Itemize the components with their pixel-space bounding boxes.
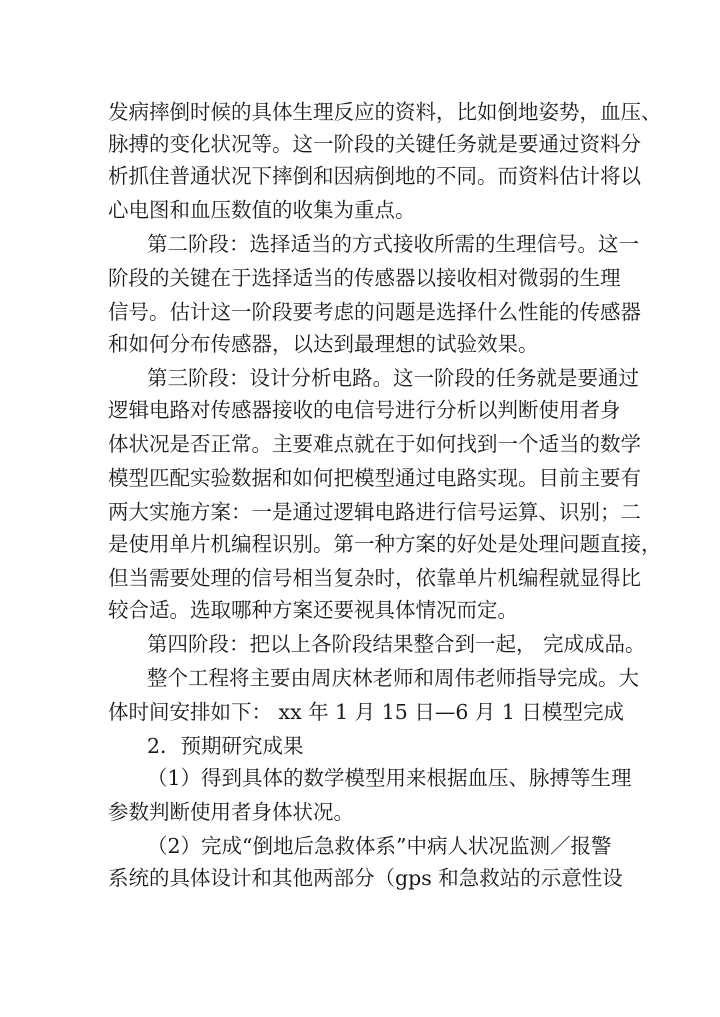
text-line: 体状况是否正常。主要难点就在于如何找到一个适当的数学	[108, 432, 641, 456]
text-line: 参数判断使用者身体状况。	[108, 800, 354, 824]
text-line: 析抓住普通状况下摔倒和因病倒地的不同。而资料估计将以	[108, 164, 641, 188]
text-line: 逻辑电路对传感器接收的电信号进行分析以判断使用者身	[108, 398, 621, 422]
text-line: 两大实施方案：一是通过逻辑电路进行信号运算、识别；二	[108, 500, 641, 524]
text-line: 信号。估计这一阶段要考虑的问题是选择什么性能的传感器	[108, 300, 641, 324]
text-line: 阶段的关键在于选择适当的传感器以接收相对微弱的生理	[108, 266, 621, 290]
text-line: （1）得到具体的数学模型用来根据血压、脉搏等生理	[147, 766, 632, 790]
text-line: （2）完成“倒地后急救体系”中病人状况监测／报警	[147, 834, 612, 858]
section-heading: 2．预期研究成果	[147, 734, 304, 758]
text-line: 脉搏的变化状况等。这一阶段的关键任务就是要通过资料分	[108, 132, 641, 156]
text-line: 发病摔倒时候的具体生理反应的资料，比如倒地姿势，血压、	[108, 100, 662, 124]
text-line: 是使用单片机编程识别。第一种方案的好处是处理问题直接，	[108, 532, 662, 556]
text-line: 体时间安排如下： xx 年 1 月 15 日—6 月 1 日模型完成	[108, 700, 624, 724]
text-line: 模型匹配实验数据和如何把模型通过电路实现。目前主要有	[108, 466, 641, 490]
text-line: 第三阶段：设计分析电路。这一阶段的任务就是要通过	[147, 366, 639, 390]
text-line: 较合适。选取哪种方案还要视具体情况而定。	[108, 598, 518, 622]
text-line: 整个工程将主要由周庆林老师和周伟老师指导完成。大	[147, 666, 639, 690]
text-line: 心电图和血压数值的收集为重点。	[108, 198, 416, 222]
text-line: 和如何分布传感器，以达到最理想的试验效果。	[108, 332, 539, 356]
text-line: 第二阶段：选择适当的方式接收所需的生理信号。这一	[147, 232, 639, 256]
text-line: 但当需要处理的信号相当复杂时，依靠单片机编程就显得比	[108, 566, 641, 590]
text-line: 系统的具体设计和其他两部分（gps 和急救站的示意性设	[108, 866, 623, 890]
text-line: 第四阶段：把以上各阶段结果整合到一起， 完成成品。	[147, 632, 646, 656]
